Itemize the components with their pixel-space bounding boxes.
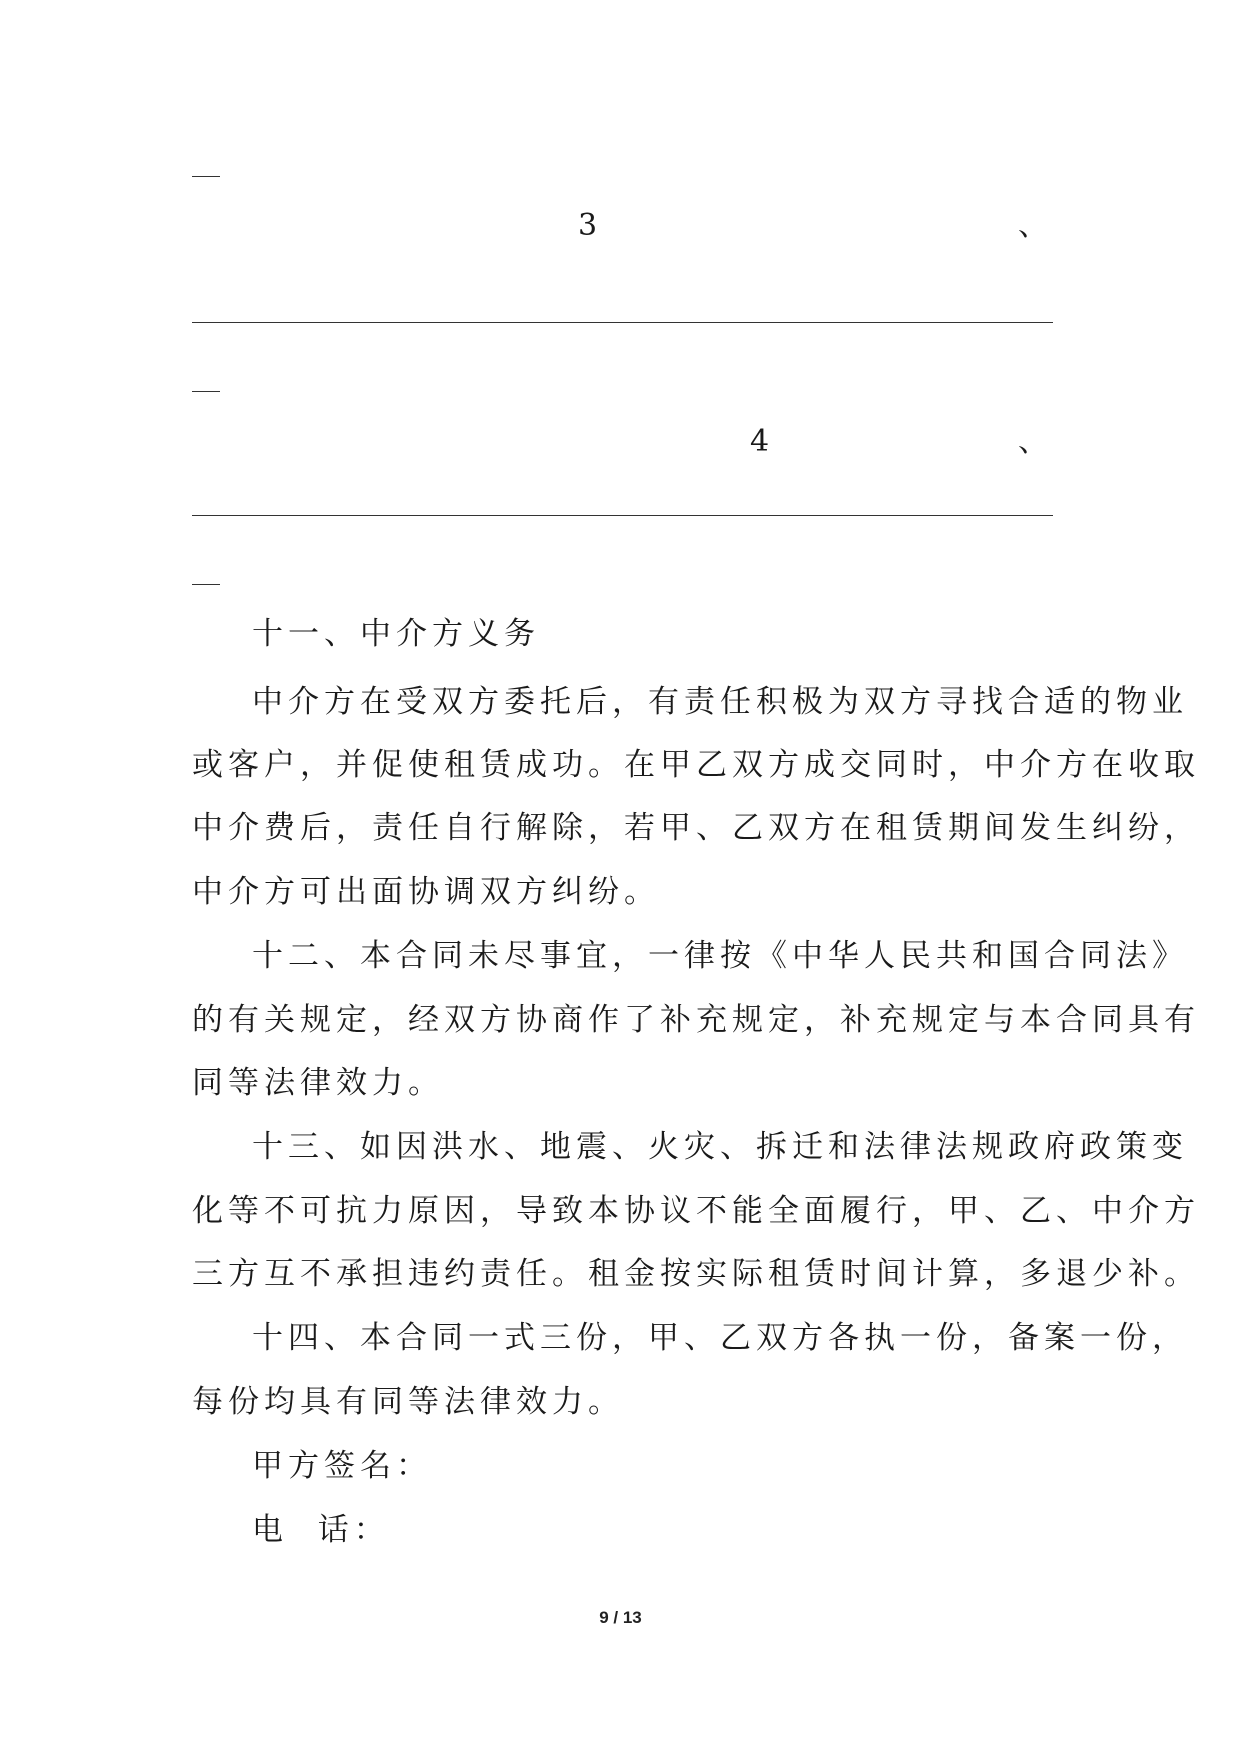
list-item-3-separator: 、 (1018, 208, 1048, 243)
clause-12-line: 同等法律效力。 (192, 1065, 444, 1101)
blank-line-end (192, 584, 220, 585)
clause-11-heading: 十一、中介方义务 (252, 616, 540, 652)
page-number: 9 / 13 (599, 1608, 642, 1627)
clause-11-line: 中介费后，责任自行解除，若甲、乙双方在租赁期间发生纠纷， (192, 810, 1200, 846)
clause-12-line: 十二、本合同未尽事宜，一律按《中华人民共和国合同法》 (252, 938, 1188, 974)
blank-line-rule (192, 322, 1053, 323)
phone-label: 电 话： (252, 1512, 390, 1548)
list-item-4-number: 4 (750, 424, 770, 459)
clause-13-line: 三方互不承担违约责任。租金按实际租赁时间计算，多退少补。 (192, 1256, 1200, 1292)
clause-12-line: 的有关规定，经双方协商作了补充规定，补充规定与本合同具有 (192, 1002, 1200, 1038)
clause-11-line: 或客户，并促使租赁成功。在甲乙双方成交同时，中介方在收取 (192, 747, 1200, 783)
blank-line-rule (192, 515, 1053, 516)
clause-13-line: 化等不可抗力原因，导致本协议不能全面履行，甲、乙、中介方 (192, 1193, 1200, 1229)
clause-13-line: 十三、如因洪水、地震、火灾、拆迁和法律法规政府政策变 (252, 1129, 1188, 1165)
blank-line-end (192, 176, 220, 177)
list-item-3-number: 3 (578, 208, 598, 243)
party-a-signature-label: 甲方签名： (252, 1448, 432, 1484)
list-item-4-separator: 、 (1018, 424, 1048, 459)
clause-11-line: 中介方可出面协调双方纠纷。 (192, 874, 660, 910)
clause-14-line: 每份均具有同等法律效力。 (192, 1384, 624, 1420)
clause-14-line: 十四、本合同一式三份，甲、乙双方各执一份，备案一份， (252, 1320, 1188, 1356)
clause-11-line: 中介方在受双方委托后，有责任积极为双方寻找合适的物业 (252, 684, 1188, 720)
blank-line-end (192, 391, 220, 392)
